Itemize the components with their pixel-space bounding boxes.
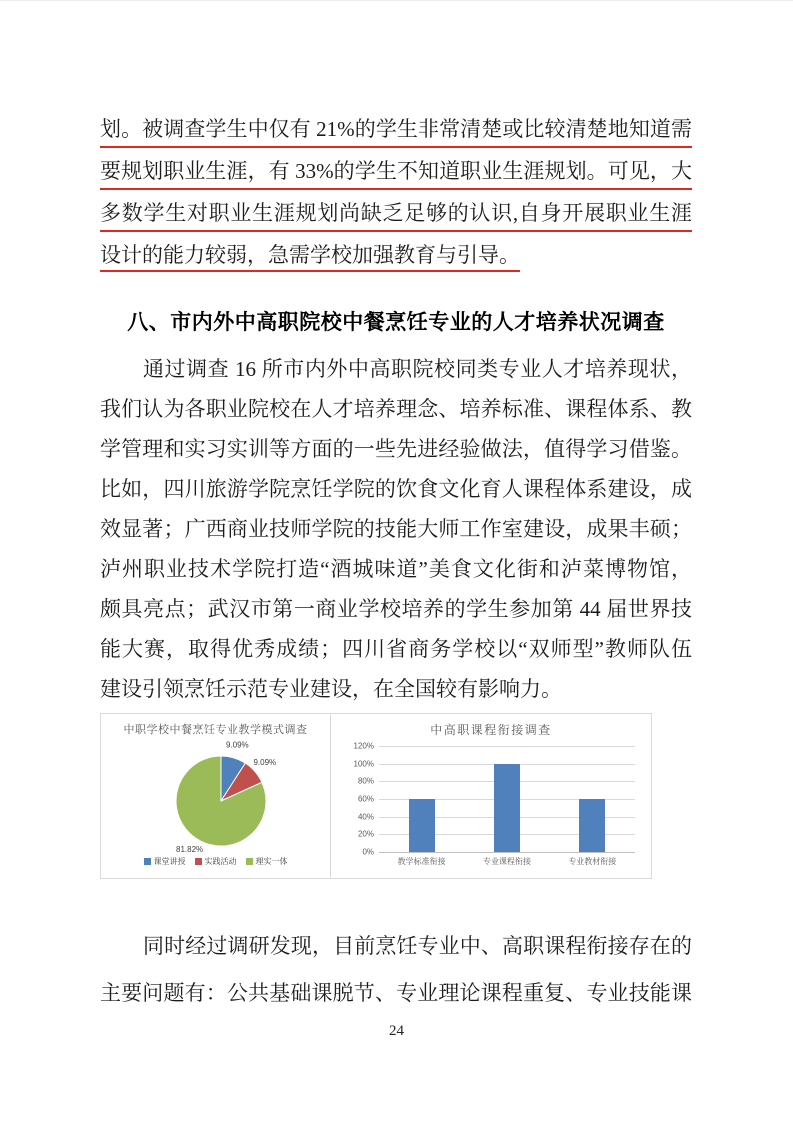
- legend-swatch-icon: [144, 858, 151, 865]
- y-axis-tick-label: 120%: [353, 741, 374, 751]
- bar-chart-category-labels: [379, 856, 635, 867]
- y-axis-tick-label: 0%: [362, 847, 374, 857]
- bar: [579, 799, 605, 852]
- section-heading: 八、市内外中高职院校中餐烹饪专业的人才培养状况调查: [127, 310, 665, 334]
- pie-legend-item: [144, 856, 186, 867]
- red-line: 多数学生对职业生涯规划尚缺乏足够的认识,自身开展职业生涯: [100, 199, 692, 232]
- legend-swatch-icon: [246, 858, 253, 865]
- x-axis-line: [379, 852, 635, 853]
- x-axis-category-label: 专业教材衔接: [568, 857, 617, 866]
- red-line: 设计的能力较弱，急需学校加强教育与引导。: [100, 241, 692, 270]
- body-line: 我们认为各职业院校在人才培养理念、培养标准、课程体系、教: [100, 397, 692, 421]
- x-axis-category-label: 教学标准衔接: [397, 857, 446, 866]
- body-paragraph: [100, 349, 692, 709]
- pie-legend-label: 课堂讲授: [153, 857, 186, 866]
- y-axis-tick-label: 40%: [357, 812, 374, 822]
- closing-paragraph: [100, 923, 692, 1017]
- pie-slice-value-label: 9.09%: [253, 758, 277, 768]
- bar: [409, 799, 435, 852]
- legend-swatch-icon: [195, 858, 202, 865]
- body-line: 比如，四川旅游学院烹饪学院的饮食文化育人课程体系建设，成: [100, 477, 692, 501]
- pie-chart: [101, 737, 330, 855]
- body-line: 颇具亮点；武汉市第一商业学校培养的学生参加第 44 届世界技: [100, 597, 692, 621]
- charts-figure: [100, 713, 652, 879]
- bar: [494, 764, 520, 852]
- y-axis-tick-label: 20%: [357, 829, 374, 839]
- red-line: 划。被调查学生中仅有 21%的学生非常清楚或比较清楚地知道需: [100, 115, 692, 148]
- bar-chart-title: 中高职课程衔接调查: [430, 723, 552, 737]
- bar-chart-panel: [330, 713, 652, 879]
- page-number: 24: [389, 1023, 404, 1039]
- red-line: 要规划职业生涯，有 33%的学生不知道职业生涯规划。可见，大: [100, 157, 692, 190]
- body-line: 效显著；广西商业技师学院的技能大师工作室建设，成果丰硕；: [100, 517, 692, 541]
- pie-legend-label: 实践活动: [204, 857, 237, 866]
- body-line: 学管理和实习实训等方面的一些先进经验做法，值得学习借鉴。: [100, 437, 692, 461]
- x-axis-category-label: 专业课程衔接: [482, 857, 531, 866]
- body-line: 建设引领烹饪示范专业建设，在全国较有影响力。: [100, 677, 562, 701]
- y-axis-tick-label: 100%: [353, 759, 374, 769]
- closing-line: 同时经过调研发现，目前烹饪专业中、高职课程衔接存在的: [143, 934, 692, 958]
- body-line: 能大赛，取得优秀成绩；四川省商务学校以“双师型”教师队伍: [100, 637, 692, 661]
- red-underlined-paragraph: [100, 115, 692, 279]
- pie-slice-value-label: 81.82%: [176, 844, 204, 854]
- pie-chart-title: 中职学校中餐烹饪专业教学模式调查: [123, 724, 308, 736]
- bar-chart-plot: [353, 741, 635, 857]
- body-line: 泸州职业技术学院打造“酒城味道”美食文化街和泸菜博物馆，: [100, 557, 692, 581]
- pie-chart-panel: [100, 713, 331, 879]
- closing-line: 主要问题有：公共基础课脱节、专业理论课程重复、专业技能课: [100, 981, 692, 1005]
- pie-legend-item: [195, 856, 237, 867]
- pie-chart-legend: [101, 856, 330, 867]
- body-line: 通过调查 16 所市内外中高职院校同类专业人才培养现状，: [143, 357, 692, 381]
- y-axis-tick-label: 60%: [357, 794, 374, 804]
- pie-legend-item: [246, 856, 288, 867]
- bars-group: [379, 746, 635, 852]
- y-axis-tick-label: 80%: [357, 776, 374, 786]
- pie-slice-value-label: 9.09%: [225, 740, 249, 750]
- pie-legend-label: 理实一体: [255, 857, 288, 866]
